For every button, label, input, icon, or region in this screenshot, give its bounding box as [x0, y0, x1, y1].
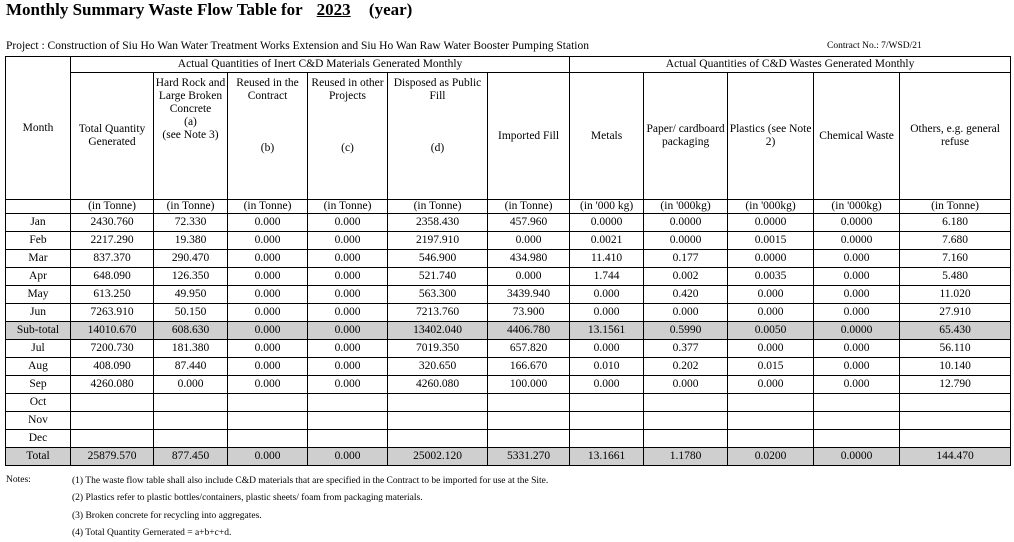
- value-cell: 5.480: [900, 268, 1011, 286]
- value-cell: [728, 412, 814, 430]
- value-cell: 290.470: [154, 250, 228, 268]
- table-row: [6, 268, 1011, 286]
- value-cell: 0.000: [228, 340, 308, 358]
- value-cell: 4260.080: [388, 376, 488, 394]
- value-cell: 0.000: [308, 304, 388, 322]
- month-cell: Feb: [6, 232, 71, 250]
- value-cell: [308, 394, 388, 412]
- value-cell: 1.744: [570, 268, 644, 286]
- value-cell: [308, 412, 388, 430]
- value-cell: 0.000: [308, 322, 388, 340]
- value-cell: 0.000: [228, 286, 308, 304]
- value-cell: [71, 394, 154, 412]
- value-cell: 0.5990: [644, 322, 728, 340]
- value-cell: 0.0000: [728, 250, 814, 268]
- summary-row: [6, 322, 1011, 340]
- waste-flow-table: [5, 56, 1011, 466]
- value-cell: 4260.080: [71, 376, 154, 394]
- value-cell: 0.000: [644, 304, 728, 322]
- value-cell: 563.300: [388, 286, 488, 304]
- value-cell: 181.380: [154, 340, 228, 358]
- value-cell: 648.090: [71, 268, 154, 286]
- summary-row: [6, 448, 1011, 466]
- value-cell: 0.000: [308, 268, 388, 286]
- value-cell: 0.000: [308, 340, 388, 358]
- value-cell: 7263.910: [71, 304, 154, 322]
- table-row: [6, 340, 1011, 358]
- others-header: Others, e.g. general refuse: [900, 73, 1011, 200]
- value-cell: 0.000: [228, 232, 308, 250]
- value-cell: 0.010: [570, 358, 644, 376]
- value-cell: 3439.940: [488, 286, 570, 304]
- value-cell: [814, 394, 900, 412]
- disposed-letter: (d): [430, 142, 445, 154]
- value-cell: 521.740: [388, 268, 488, 286]
- value-cell: 0.0000: [644, 214, 728, 232]
- hard-rock-letter: (a): [184, 116, 197, 128]
- value-cell: 2197.910: [388, 232, 488, 250]
- unit-cell: (in Tonne): [488, 200, 570, 214]
- value-cell: [814, 412, 900, 430]
- month-cell: Aug: [6, 358, 71, 376]
- value-cell: 0.0000: [728, 214, 814, 232]
- month-cell: Mar: [6, 250, 71, 268]
- table-row: [6, 376, 1011, 394]
- value-cell: 87.440: [154, 358, 228, 376]
- value-cell: 0.000: [308, 286, 388, 304]
- value-cell: 0.000: [228, 250, 308, 268]
- value-cell: 2217.290: [71, 232, 154, 250]
- value-cell: 7.680: [900, 232, 1011, 250]
- value-cell: 0.000: [570, 376, 644, 394]
- reused-other-label: Reused in other Projects: [311, 77, 384, 102]
- hard-rock-note: (see Note 3): [162, 129, 219, 141]
- value-cell: 0.000: [308, 376, 388, 394]
- value-cell: 0.000: [228, 376, 308, 394]
- unit-cell: (in '000kg): [814, 200, 900, 214]
- disposed-label: Disposed as Public Fill: [393, 77, 482, 102]
- value-cell: 0.000: [728, 376, 814, 394]
- note-item: (1) The waste flow table shall also include C&D materials that are specified in the Contract to be imported for use at the Site.: [72, 476, 549, 486]
- value-cell: [570, 394, 644, 412]
- value-cell: [71, 430, 154, 448]
- value-cell: 0.0000: [570, 214, 644, 232]
- value-cell: 100.000: [488, 376, 570, 394]
- value-cell: 0.002: [644, 268, 728, 286]
- reused-other-header: [308, 73, 388, 200]
- value-cell: 19.380: [154, 232, 228, 250]
- reused-contract-letter: (b): [260, 142, 275, 154]
- value-cell: 0.000: [308, 358, 388, 376]
- note-item: (4) Total Quantity Gernerated = a+b+c+d.: [72, 527, 232, 538]
- value-cell: 0.000: [228, 448, 308, 466]
- cd-group-header: Actual Quantities of C&D Wastes Generated Monthly: [570, 57, 1011, 73]
- value-cell: 0.000: [814, 286, 900, 304]
- value-cell: 0.000: [814, 304, 900, 322]
- value-cell: [228, 394, 308, 412]
- value-cell: 7200.730: [71, 340, 154, 358]
- value-cell: 0.000: [814, 250, 900, 268]
- value-cell: 0.177: [644, 250, 728, 268]
- value-cell: 6.180: [900, 214, 1011, 232]
- value-cell: 0.000: [154, 376, 228, 394]
- unit-cell: (in Tonne): [900, 200, 1011, 214]
- disposed-header: [388, 73, 488, 200]
- value-cell: 0.000: [308, 232, 388, 250]
- value-cell: 0.0000: [814, 214, 900, 232]
- unit-cell: (in '000 kg): [570, 200, 644, 214]
- value-cell: [728, 430, 814, 448]
- value-cell: 0.0000: [644, 232, 728, 250]
- value-cell: [388, 430, 488, 448]
- value-cell: 0.000: [570, 304, 644, 322]
- value-cell: 546.900: [388, 250, 488, 268]
- value-cell: 0.0035: [728, 268, 814, 286]
- value-cell: [570, 430, 644, 448]
- value-cell: 408.090: [71, 358, 154, 376]
- value-cell: [644, 394, 728, 412]
- value-cell: 56.110: [900, 340, 1011, 358]
- paper-header: Paper/ cardboard packaging: [644, 73, 728, 200]
- value-cell: 27.910: [900, 304, 1011, 322]
- value-cell: 0.000: [228, 304, 308, 322]
- value-cell: 0.0000: [814, 322, 900, 340]
- value-cell: 0.000: [814, 376, 900, 394]
- group-header-row: [6, 57, 1011, 73]
- value-cell: 65.430: [900, 322, 1011, 340]
- value-cell: 7019.350: [388, 340, 488, 358]
- value-cell: 613.250: [71, 286, 154, 304]
- value-cell: 4406.780: [488, 322, 570, 340]
- value-cell: 0.000: [644, 376, 728, 394]
- value-cell: 7.160: [900, 250, 1011, 268]
- value-cell: 10.140: [900, 358, 1011, 376]
- value-cell: 0.0015: [728, 232, 814, 250]
- value-cell: 0.000: [228, 322, 308, 340]
- month-cell: Nov: [6, 412, 71, 430]
- value-cell: 0.000: [728, 286, 814, 304]
- value-cell: 1.1780: [644, 448, 728, 466]
- value-cell: [228, 430, 308, 448]
- value-cell: 0.000: [570, 286, 644, 304]
- unit-cell: (in Tonne): [308, 200, 388, 214]
- value-cell: 13.1561: [570, 322, 644, 340]
- table-row: [6, 286, 1011, 304]
- project-name: Project : Construction of Siu Ho Wan Water Treatment Works Extension and Siu Ho Wan Raw Water Booster Pumping Station: [6, 40, 590, 52]
- value-cell: 0.000: [814, 340, 900, 358]
- hard-rock-header: [154, 73, 228, 200]
- month-cell: Jul: [6, 340, 71, 358]
- value-cell: [488, 412, 570, 430]
- table-row: [6, 250, 1011, 268]
- title-suffix: (year): [368, 0, 413, 19]
- reused-contract-header: [228, 73, 308, 200]
- value-cell: 0.000: [728, 340, 814, 358]
- value-cell: 13.1661: [570, 448, 644, 466]
- value-cell: 657.820: [488, 340, 570, 358]
- month-cell: Total: [6, 448, 71, 466]
- unit-row: [6, 200, 1011, 214]
- month-cell: Oct: [6, 394, 71, 412]
- value-cell: [228, 412, 308, 430]
- table-row: [6, 304, 1011, 322]
- value-cell: [814, 430, 900, 448]
- imported-header: Imported Fill: [488, 73, 570, 200]
- value-cell: 166.670: [488, 358, 570, 376]
- value-cell: [308, 430, 388, 448]
- notes-label: Notes:: [6, 475, 31, 485]
- value-cell: 0.0050: [728, 322, 814, 340]
- value-cell: 0.420: [644, 286, 728, 304]
- value-cell: [900, 394, 1011, 412]
- value-cell: 14010.670: [71, 322, 154, 340]
- month-cell: Apr: [6, 268, 71, 286]
- value-cell: [644, 412, 728, 430]
- unit-cell: (in '000kg): [644, 200, 728, 214]
- value-cell: 0.000: [308, 250, 388, 268]
- table-row: [6, 214, 1011, 232]
- value-cell: 434.980: [488, 250, 570, 268]
- value-cell: 0.000: [228, 214, 308, 232]
- value-cell: 457.960: [488, 214, 570, 232]
- month-cell: Sub-total: [6, 322, 71, 340]
- unit-cell: (in Tonne): [71, 200, 154, 214]
- month-cell: Jun: [6, 304, 71, 322]
- value-cell: 0.015: [728, 358, 814, 376]
- value-cell: 2430.760: [71, 214, 154, 232]
- value-cell: 608.630: [154, 322, 228, 340]
- value-cell: [900, 430, 1011, 448]
- plastics-header: Plastics (see Note 2): [728, 73, 814, 200]
- value-cell: 73.900: [488, 304, 570, 322]
- unit-cell: (in Tonne): [154, 200, 228, 214]
- value-cell: 320.650: [388, 358, 488, 376]
- month-header: Month: [6, 57, 71, 200]
- unit-cell: (in '000kg): [728, 200, 814, 214]
- column-header-row: [6, 73, 1011, 200]
- value-cell: 0.377: [644, 340, 728, 358]
- page-title: [6, 0, 412, 20]
- reused-contract-label: Reused in the Contract: [236, 77, 299, 102]
- value-cell: 0.000: [228, 268, 308, 286]
- value-cell: 13402.040: [388, 322, 488, 340]
- value-cell: 0.000: [814, 268, 900, 286]
- value-cell: 0.000: [308, 214, 388, 232]
- value-cell: 50.150: [154, 304, 228, 322]
- hard-rock-label: Hard Rock and Large Broken Concrete: [155, 77, 226, 115]
- value-cell: [570, 412, 644, 430]
- value-cell: 0.0200: [728, 448, 814, 466]
- value-cell: 126.350: [154, 268, 228, 286]
- value-cell: [154, 412, 228, 430]
- value-cell: [388, 412, 488, 430]
- value-cell: 0.000: [570, 340, 644, 358]
- value-cell: [900, 412, 1011, 430]
- value-cell: 0.000: [488, 268, 570, 286]
- value-cell: 0.000: [814, 358, 900, 376]
- value-cell: [388, 394, 488, 412]
- total-header: Total Quantity Generated: [71, 73, 154, 200]
- title-year: 2023: [316, 0, 351, 19]
- metals-header: Metals: [570, 73, 644, 200]
- value-cell: 0.0021: [570, 232, 644, 250]
- reused-other-letter: (c): [341, 142, 354, 154]
- value-cell: [154, 394, 228, 412]
- notes-list: [72, 473, 548, 542]
- value-cell: 49.950: [154, 286, 228, 304]
- table-row: [6, 232, 1011, 250]
- month-cell: Sep: [6, 376, 71, 394]
- title-prefix: Monthly Summary Waste Flow Table for: [6, 0, 303, 19]
- value-cell: [488, 394, 570, 412]
- table-row: [6, 394, 1011, 412]
- value-cell: 837.370: [71, 250, 154, 268]
- inert-group-header: Actual Quantities of Inert C&D Materials Generated Monthly: [71, 57, 570, 73]
- unit-cell: (in Tonne): [228, 200, 308, 214]
- table-row: [6, 412, 1011, 430]
- month-cell: May: [6, 286, 71, 304]
- value-cell: 11.410: [570, 250, 644, 268]
- value-cell: [488, 430, 570, 448]
- unit-cell: (in Tonne): [388, 200, 488, 214]
- value-cell: 0.0000: [814, 232, 900, 250]
- value-cell: 0.0000: [814, 448, 900, 466]
- value-cell: [644, 430, 728, 448]
- value-cell: 11.020: [900, 286, 1011, 304]
- value-cell: 0.000: [308, 448, 388, 466]
- month-cell: Jan: [6, 214, 71, 232]
- value-cell: 72.330: [154, 214, 228, 232]
- value-cell: [154, 430, 228, 448]
- chemical-header: Chemical Waste: [814, 73, 900, 200]
- month-cell: Dec: [6, 430, 71, 448]
- value-cell: [728, 394, 814, 412]
- table-row: [6, 358, 1011, 376]
- unit-month-spacer: [6, 200, 71, 214]
- value-cell: 12.790: [900, 376, 1011, 394]
- note-item: (2) Plastics refer to plastic bottles/containers, plastic sheets/ foam from packaging materials.: [72, 493, 423, 504]
- value-cell: [71, 412, 154, 430]
- value-cell: 877.450: [154, 448, 228, 466]
- contract-number: Contract No.: 7/WSD/21: [827, 41, 922, 51]
- value-cell: 144.470: [900, 448, 1011, 466]
- value-cell: 0.000: [228, 358, 308, 376]
- table-row: [6, 430, 1011, 448]
- value-cell: 7213.760: [388, 304, 488, 322]
- value-cell: 2358.430: [388, 214, 488, 232]
- note-item: (3) Broken concrete for recycling into aggregates.: [72, 510, 262, 521]
- value-cell: 5331.270: [488, 448, 570, 466]
- value-cell: 0.202: [644, 358, 728, 376]
- value-cell: 0.000: [728, 304, 814, 322]
- value-cell: 25002.120: [388, 448, 488, 466]
- value-cell: 0.000: [488, 232, 570, 250]
- value-cell: 25879.570: [71, 448, 154, 466]
